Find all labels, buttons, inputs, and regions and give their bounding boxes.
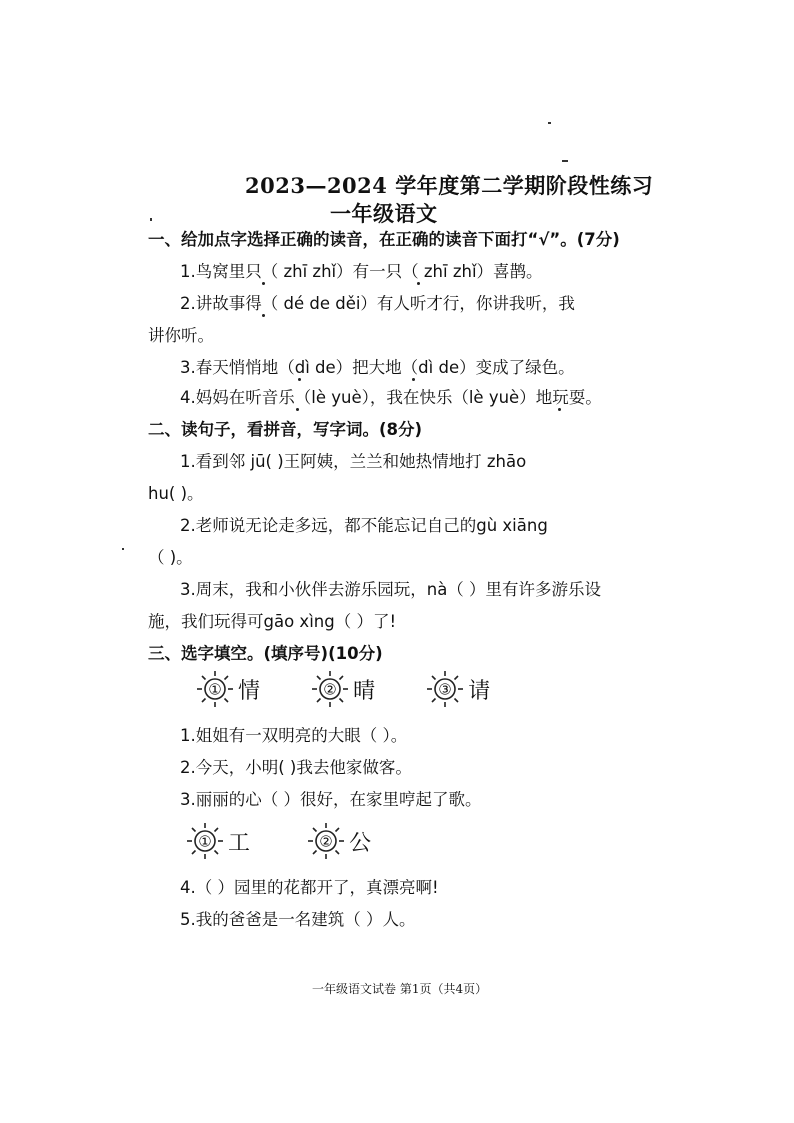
scan-speck bbox=[548, 122, 551, 124]
sun-icon bbox=[311, 670, 349, 708]
section2-q3b: 施，我们玩得可gāo xìng（ ）了! bbox=[148, 612, 397, 631]
section1-q2a: 2.讲故事得（ dé de děi）有人听才行，你讲我听，我 bbox=[180, 294, 575, 313]
option-char: 请 bbox=[468, 678, 491, 704]
section1-q1: 1.鸟窝里只（ zhī zhǐ）有一只（ zhī zhǐ）喜鹊。 bbox=[180, 262, 543, 281]
page-footer: 一年级语文试卷 第1页（共4页） bbox=[312, 982, 488, 996]
emphasis-dot bbox=[262, 314, 265, 317]
section1-q2b: 讲你听。 bbox=[148, 326, 214, 345]
option-item bbox=[186, 830, 255, 856]
sun-icon bbox=[186, 822, 224, 860]
section2-q2b: （ )。 bbox=[148, 548, 193, 567]
option-item bbox=[196, 678, 265, 704]
option-number: ③ bbox=[438, 680, 452, 699]
option-item bbox=[311, 678, 380, 704]
option-char: 晴 bbox=[353, 678, 376, 704]
section2-q1b: hu( )。 bbox=[148, 484, 204, 503]
option-number: ② bbox=[319, 832, 333, 851]
page-subtitle: 一年级语文 bbox=[330, 201, 438, 226]
option-group-1 bbox=[196, 670, 490, 708]
option-number: ① bbox=[198, 832, 212, 851]
emphasis-dot bbox=[296, 408, 299, 411]
section3-q4: 4.（ ）园里的花都开了，真漂亮啊! bbox=[180, 878, 439, 897]
emphasis-dot bbox=[558, 408, 561, 411]
section1-q3: 3.春天悄悄地（dì de）把大地（dì de）变成了绿色。 bbox=[180, 358, 575, 377]
section1-q4: 4.妈妈在听音乐（lè yuè），我在快乐（lè yuè）地玩耍。 bbox=[180, 388, 602, 407]
section2-q1a: 1.看到邻 jū( )王阿姨，兰兰和她热情地打 zhāo bbox=[180, 452, 527, 471]
option-item bbox=[426, 678, 491, 704]
scan-speck bbox=[562, 160, 568, 162]
section1-heading: 一、给加点字选择正确的读音，在正确的读音下面打“√”。(7分) bbox=[148, 230, 620, 249]
section2-q2a: 2.老师说无论走多远，都不能忘记自己的gù xiāng bbox=[180, 516, 548, 535]
section3-q3: 3.丽丽的心（ ）很好，在家里哼起了歌。 bbox=[180, 790, 482, 809]
emphasis-dot bbox=[262, 282, 265, 285]
section3-q2: 2.今天，小明( )我去他家做客。 bbox=[180, 758, 412, 777]
option-char: 公 bbox=[349, 830, 372, 856]
emphasis-dot bbox=[298, 378, 301, 381]
sun-icon bbox=[307, 822, 345, 860]
section2-q3a: 3.周末，我和小伙伴去游乐园玩，nà（ ）里有许多游乐设 bbox=[180, 580, 602, 599]
option-number: ① bbox=[208, 680, 222, 699]
option-item bbox=[307, 830, 372, 856]
section3-heading: 三、选字填空。(填序号)(10分) bbox=[148, 644, 383, 663]
emphasis-dot bbox=[412, 378, 415, 381]
option-char: 工 bbox=[228, 830, 251, 856]
page-title: 2023—2024 学年度第二学期阶段性练习 bbox=[245, 173, 654, 198]
emphasis-dot bbox=[417, 282, 420, 285]
scan-speck bbox=[122, 548, 124, 550]
section3-q1: 1.姐姐有一双明亮的大眼（ ）。 bbox=[180, 726, 408, 745]
sun-icon bbox=[426, 670, 464, 708]
scan-speck bbox=[150, 218, 152, 221]
section2-heading: 二、读句子，看拼音，写字词。(8分) bbox=[148, 420, 423, 439]
option-number: ② bbox=[323, 680, 337, 699]
option-group-2 bbox=[186, 822, 371, 860]
section3-q5: 5.我的爸爸是一名建筑（ ）人。 bbox=[180, 910, 416, 929]
sun-icon bbox=[196, 670, 234, 708]
option-char: 情 bbox=[238, 678, 261, 704]
